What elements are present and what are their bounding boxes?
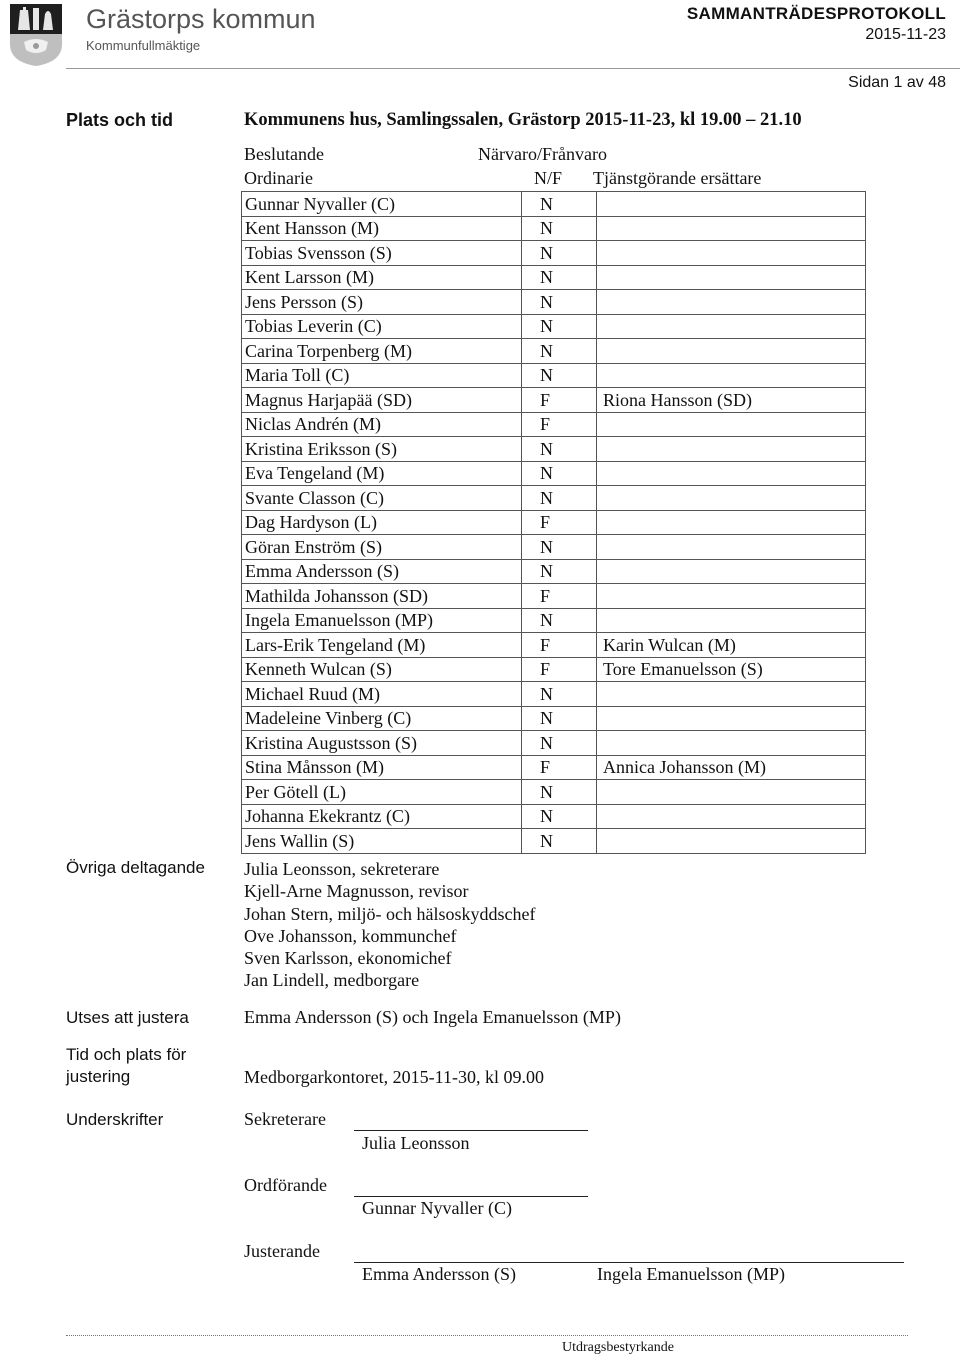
member-status: N (522, 829, 597, 854)
document-date: 2015-11-23 (865, 26, 946, 43)
secretary-role: Sekreterare (244, 1109, 326, 1129)
member-name: Carina Torpenberg (M) (242, 339, 522, 364)
member-name: Niclas Andrén (M) (242, 412, 522, 437)
member-substitute (597, 829, 866, 854)
member-name: Emma Andersson (S) (242, 559, 522, 584)
attendance-row (242, 780, 866, 805)
adjuster-name-1: Emma Andersson (S) (362, 1264, 516, 1284)
attendance-row (242, 486, 866, 511)
member-status: N (522, 780, 597, 805)
member-substitute (597, 510, 866, 535)
member-name: Ingela Emanuelsson (MP) (242, 608, 522, 633)
participant: Sven Karlsson, ekonomichef (244, 948, 452, 969)
participant: Johan Stern, miljö- och hälsoskyddschef (244, 903, 536, 924)
member-status: N (522, 461, 597, 486)
member-name: Mathilda Johansson (SD) (242, 584, 522, 609)
participant: Julia Leonsson, sekreterare (244, 859, 440, 879)
member-substitute (597, 682, 866, 707)
member-name: Kenneth Wulcan (S) (242, 657, 522, 682)
adjuster-name-2: Ingela Emanuelsson (MP) (597, 1264, 785, 1284)
attendance-row (242, 682, 866, 707)
chair-signature-line (354, 1196, 588, 1197)
adjustment-time-label-1: Tid och plats för (66, 1045, 187, 1064)
participant: Kjell-Arne Magnusson, revisor (244, 881, 469, 902)
attendance-row (242, 314, 866, 339)
member-substitute (597, 216, 866, 241)
attendance-row (242, 290, 866, 315)
member-status: N (522, 535, 597, 560)
member-substitute: Karin Wulcan (M) (597, 633, 866, 658)
attendance-row (242, 363, 866, 388)
presence-heading: Närvaro/Frånvaro (478, 144, 607, 164)
member-substitute (597, 412, 866, 437)
header-divider (66, 68, 960, 69)
member-substitute (597, 461, 866, 486)
attendance-row (242, 192, 866, 217)
secretary-name: Julia Leonsson (362, 1133, 470, 1153)
attendance-row (242, 461, 866, 486)
attendance-row (242, 657, 866, 682)
attendance-row (242, 437, 866, 462)
member-substitute (597, 486, 866, 511)
attendance-row (242, 829, 866, 854)
member-substitute (597, 265, 866, 290)
member-name: Johanna Ekekrantz (C) (242, 804, 522, 829)
attendance-row (242, 241, 866, 266)
member-name: Jens Wallin (S) (242, 829, 522, 854)
member-substitute (597, 804, 866, 829)
member-status: N (522, 559, 597, 584)
adjusters-label: Utses att justera (66, 1008, 189, 1027)
attendance-row (242, 706, 866, 731)
member-substitute (597, 535, 866, 560)
member-status: F (522, 755, 597, 780)
document-type: SAMMANTRÄDESPROTOKOLL (686, 4, 946, 23)
decision-makers-heading: Beslutande (244, 144, 324, 164)
member-status: N (522, 486, 597, 511)
attendance-row (242, 535, 866, 560)
chair-role: Ordförande (244, 1175, 327, 1195)
member-substitute (597, 339, 866, 364)
member-status: N (522, 216, 597, 241)
member-substitute (597, 314, 866, 339)
member-substitute (597, 363, 866, 388)
member-substitute: Riona Hansson (SD) (597, 388, 866, 413)
member-name: Göran Enström (S) (242, 535, 522, 560)
adjustment-time-value: Medborgarkontoret, 2015-11-30, kl 09.00 (244, 1067, 544, 1087)
member-substitute (597, 780, 866, 805)
member-status: F (522, 657, 597, 682)
signatures-label: Underskrifter (66, 1110, 164, 1129)
adjusters-value: Emma Andersson (S) och Ingela Emanuelsson (MP) (244, 1007, 621, 1027)
attendance-row (242, 559, 866, 584)
member-name: Jens Persson (S) (242, 290, 522, 315)
chair-name: Gunnar Nyvaller (C) (362, 1198, 512, 1218)
page-number: Sidan 1 av 48 (848, 74, 946, 91)
footer-certification: Utdragsbestyrkande (562, 1340, 674, 1355)
secretary-signature-line (354, 1130, 588, 1131)
member-status: N (522, 363, 597, 388)
municipality-logo (10, 4, 62, 66)
attendance-row (242, 804, 866, 829)
member-name: Kristina Augustsson (S) (242, 731, 522, 756)
attendance-row (242, 584, 866, 609)
member-status: N (522, 192, 597, 217)
member-status: F (522, 510, 597, 535)
member-substitute: Annica Johansson (M) (597, 755, 866, 780)
member-name: Magnus Harjapää (SD) (242, 388, 522, 413)
member-status: N (522, 339, 597, 364)
member-status: N (522, 804, 597, 829)
footer-divider (66, 1335, 908, 1336)
member-substitute (597, 706, 866, 731)
place-time-label: Plats och tid (66, 110, 174, 130)
member-name: Per Götell (L) (242, 780, 522, 805)
organization-name: Grästorps kommun (86, 4, 316, 34)
member-substitute (597, 608, 866, 633)
attendance-row (242, 731, 866, 756)
attendance-row (242, 633, 866, 658)
member-name: Eva Tengeland (M) (242, 461, 522, 486)
member-substitute (597, 559, 866, 584)
member-name: Madeleine Vinberg (C) (242, 706, 522, 731)
member-substitute (597, 437, 866, 462)
column-nf: N/F (534, 168, 563, 188)
member-status: N (522, 608, 597, 633)
member-status: N (522, 290, 597, 315)
member-status: N (522, 314, 597, 339)
place-time-value: Kommunens hus, Samlingssalen, Grästorp 2015-11-23, kl 19.00 – 21.10 (244, 110, 802, 130)
member-name: Lars-Erik Tengeland (M) (242, 633, 522, 658)
organization-body: Kommunfullmäktige (86, 38, 201, 53)
attendance-table (241, 191, 866, 854)
attendance-row (242, 608, 866, 633)
member-status: N (522, 437, 597, 462)
member-substitute (597, 584, 866, 609)
member-status: N (522, 706, 597, 731)
attendance-row (242, 412, 866, 437)
member-status: F (522, 584, 597, 609)
member-status: N (522, 731, 597, 756)
member-name: Tobias Leverin (C) (242, 314, 522, 339)
attendance-row (242, 510, 866, 535)
participant: Ove Johansson, kommunchef (244, 925, 457, 946)
member-status: N (522, 265, 597, 290)
member-status: N (522, 682, 597, 707)
member-substitute (597, 290, 866, 315)
member-name: Tobias Svensson (S) (242, 241, 522, 266)
member-status: F (522, 388, 597, 413)
member-name: Maria Toll (C) (242, 363, 522, 388)
member-status: F (522, 412, 597, 437)
attendance-row (242, 216, 866, 241)
member-name: Dag Hardyson (L) (242, 510, 522, 535)
member-name: Michael Ruud (M) (242, 682, 522, 707)
column-substitute: Tjänstgörande ersättare (593, 168, 762, 188)
attendance-row (242, 265, 866, 290)
adjuster-role: Justerande (244, 1241, 320, 1261)
member-name: Kent Larsson (M) (242, 265, 522, 290)
member-substitute (597, 192, 866, 217)
column-ordinary: Ordinarie (244, 168, 313, 188)
other-participants-label: Övriga deltagande (66, 858, 205, 877)
member-substitute (597, 731, 866, 756)
member-status: F (522, 633, 597, 658)
member-status: N (522, 241, 597, 266)
adjuster-signature-line (354, 1262, 904, 1263)
member-name: Gunnar Nyvaller (C) (242, 192, 522, 217)
member-name: Kent Hansson (M) (242, 216, 522, 241)
member-name: Svante Classon (C) (242, 486, 522, 511)
participant: Jan Lindell, medborgare (244, 970, 420, 991)
member-name: Kristina Eriksson (S) (242, 437, 522, 462)
adjustment-time-label-2: justering (66, 1067, 131, 1086)
member-name: Stina Månsson (M) (242, 755, 522, 780)
member-substitute (597, 241, 866, 266)
other-participants-list (244, 858, 535, 992)
attendance-row (242, 388, 866, 413)
attendance-row (242, 755, 866, 780)
attendance-row (242, 339, 866, 364)
member-substitute: Tore Emanuelsson (S) (597, 657, 866, 682)
